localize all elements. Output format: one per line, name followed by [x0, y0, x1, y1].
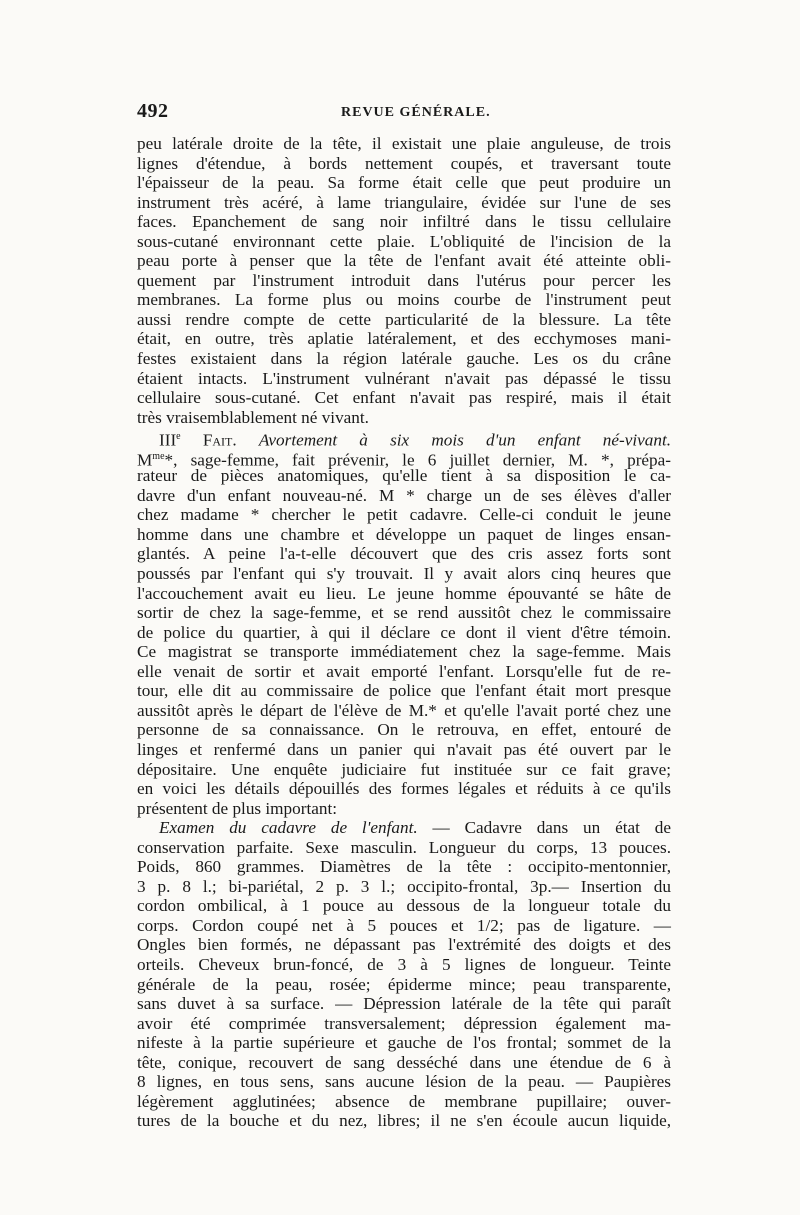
- text-line: instrument très acéré, à lame triangulaire, évidée sur l'une de ses: [137, 192, 671, 212]
- text-line: peau porte à penser que la tête de l'enfant avait été atteinte obli-: [137, 251, 671, 271]
- text-line: générale de la peau, rosée; épiderme mince; peau transparente,: [137, 974, 671, 994]
- text-line: linges et renfermé dans un panier qui n'avait pas été ouvert par le: [137, 739, 671, 759]
- text-line: davre d'un enfant nouveau-né. M * charge un de ses élèves d'aller: [137, 485, 671, 505]
- text-line: aussi rendre compte de cette particularité de la blessure. La tête: [137, 309, 671, 329]
- paragraph-3: [137, 818, 671, 1131]
- text-line: festes existaient dans la région latérale gauche. Les os du crâne: [137, 349, 671, 369]
- section-heading: Examen du cadavre de l'enfant.: [159, 818, 418, 838]
- text-line: nifeste à la partie supérieure et gauche de l'os frontal; sommet de la: [137, 1033, 671, 1053]
- paragraph-2-heading-line: [137, 427, 672, 450]
- text-line: conservation parfaite. Sexe masculin. Longueur du corps, 13 pouces.: [137, 837, 671, 857]
- text-line: Ongles bien formés, ne dépassant pas l'extrémité des doigts et des: [137, 935, 671, 955]
- text-line: orteils. Cheveux brun-foncé, de 3 à 5 lignes de longueur. Teinte: [137, 954, 671, 974]
- text-line: peu latérale droite de la tête, il existait une plaie anguleuse, de trois: [137, 134, 671, 153]
- text-line: présentent de plus important:: [137, 798, 337, 818]
- text-line: sous-cutané environnant cette plaie. L'obliquité de l'incision de la: [137, 231, 671, 251]
- paragraph-3-lines: [137, 838, 671, 1131]
- paragraph-2: [137, 427, 671, 818]
- text-line: elle venait de sortir et avait emporté l'enfant. Lorsqu'elle fut de re-: [137, 661, 671, 681]
- text-line: cellulaire sous-cutané. Cet enfant n'avait pas respiré, mais il était: [137, 388, 671, 408]
- running-head: REVUE GÉNÉRALE.: [341, 105, 491, 120]
- text-line: lignes d'étendue, à bords nettement coupés, et traversant toute: [137, 153, 671, 173]
- text-line: aussitôt après le départ de l'élève de M.* et qu'elle l'avait porté chez une: [137, 700, 671, 720]
- text-line: très vraisemblablement né vivant.: [137, 407, 369, 427]
- text-line: 3 p. 8 l.; bi-pariétal, 2 p. 3 l.; occipito-frontal, 3p.— Insertion du: [137, 876, 671, 896]
- paragraph-3-heading-line: [137, 818, 671, 838]
- text-line: faces. Epanchement de sang noir infiltré dans le tissu cellulaire: [137, 212, 671, 232]
- page-header: [137, 100, 671, 124]
- text-line: poussés par l'enfant qui s'y trouvait. Il y avait alors cinq heures que: [137, 564, 671, 584]
- text-line: chez madame * chercher le petit cadavre. Celle-ci conduit le jeune: [137, 505, 671, 525]
- text-line: cordon ombilical, à 1 pouce au dessous de la longueur totale du: [137, 896, 671, 916]
- case-label: Fait.: [202, 430, 237, 450]
- case-title: Avortement à six mois d'un enfant né-vivant.: [258, 430, 672, 450]
- mme-suffix: me: [152, 450, 165, 462]
- text-line: l'accouchement avait eu lieu. Le jeune homme épouvanté se hâte de: [137, 583, 671, 603]
- body-text: [137, 134, 671, 1131]
- text-line: personne de sa connaissance. On le retrouva, en effet, entouré de: [137, 720, 671, 740]
- text-line: légèrement agglutinées; absence de membrane pupillaire; ouver-: [137, 1091, 671, 1111]
- paragraph-2-line-1: [137, 447, 671, 470]
- text-line: membranes. La forme plus ou moins courbe de l'instrument peut: [137, 290, 671, 310]
- text-line: sans duvet à sa surface. — Dépression latérale de la tête qui paraît: [137, 994, 671, 1014]
- text-line: en voici les détails dépouillés des formes légales et réduits à ce qu'ils: [137, 779, 671, 799]
- page-number: 492: [137, 100, 169, 122]
- paragraph-2-lines: [137, 466, 671, 818]
- paragraph-1: [137, 134, 671, 427]
- text-line: tête, conique, recouvert de sang desséché dans une étendue de 6 à: [137, 1052, 671, 1072]
- text-line: étaient intacts. L'instrument vulnérant n'avait pas dépassé le tissu: [137, 368, 671, 388]
- text-line: quement par l'instrument introduit dans l'utérus pour percer les: [137, 270, 671, 290]
- section-heading-rest: — Cadavre dans un état de: [417, 818, 672, 838]
- text-line: dépositaire. Une enquête judiciaire fut instituée sur ce fait grave;: [137, 759, 671, 779]
- text-line: tures de la bouche et du nez, libres; il ne s'en écoule aucun liquide,: [137, 1111, 671, 1131]
- text-line: sortir de chez la sage-femme, et se rend aussitôt chez le commissaire: [137, 603, 671, 623]
- text-line: tour, elle dit au commissaire de police que l'enfant était mort presque: [137, 681, 671, 701]
- text-line: 8 lignes, en tous sens, sans aucune lésion de la peau. — Paupières: [137, 1072, 671, 1092]
- text-line: était, en outre, très aplatie latéralement, et des ecchymoses mani-: [137, 329, 671, 349]
- text-line: de police du quartier, à qui il déclare ce dont il vient d'être témoin.: [137, 622, 671, 642]
- text-line: corps. Cordon coupé net à 5 pouces et 1/2; pas de ligature. —: [137, 915, 671, 935]
- case-number: III: [159, 430, 177, 450]
- text-line: homme dans une chambre et développe un paquet de linges ensan-: [137, 524, 671, 544]
- text-line: avoir été comprimée transversalement; dépression également ma-: [137, 1013, 671, 1033]
- case-number-suffix: e: [176, 431, 181, 443]
- text-line: glantés. A peine l'a-t-elle découvert que des cris assez forts sont: [137, 544, 671, 564]
- mme-abbrev: M: [137, 450, 153, 470]
- paragraph-2-line-1-text: *, sage-femme, fait prévenir, le 6 juillet dernier, M. *, prépa-: [164, 450, 671, 470]
- text-line: Poids, 860 grammes. Diamètres de la tête : occipito-mentonnier,: [137, 857, 671, 877]
- text-line: l'épaisseur de la peau. Sa forme était celle que peut produire un: [137, 173, 671, 193]
- text-line: Ce magistrat se transporte immédiatement chez la sage-femme. Mais: [137, 642, 671, 662]
- text-line: rateur de pièces anatomiques, qu'elle tient à sa disposition le ca-: [137, 466, 671, 486]
